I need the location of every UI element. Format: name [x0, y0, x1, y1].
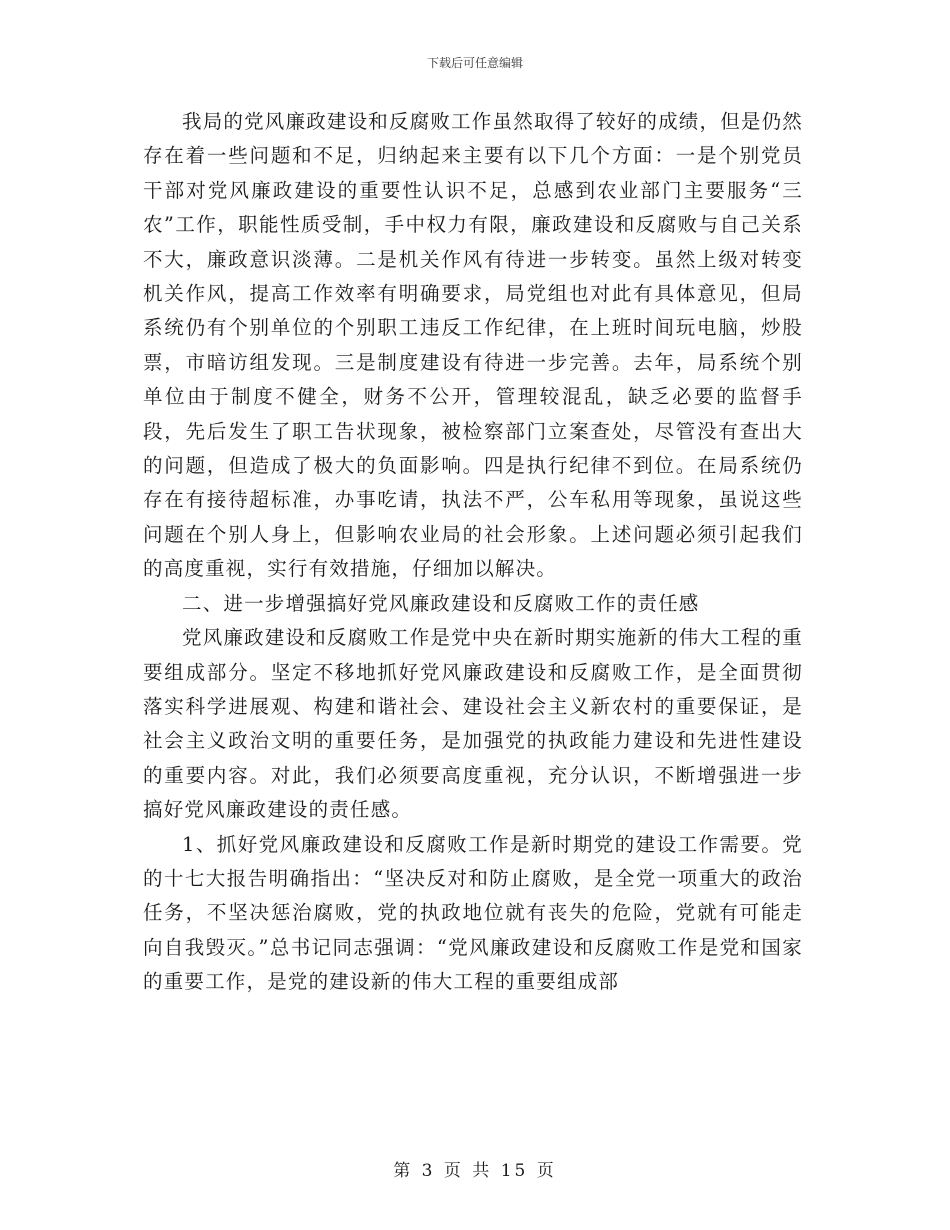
page-header-note: 下载后可任意编辑 [426, 56, 523, 70]
section-heading-responsibility: 二、进一步增强搞好党风廉政建设和反腐败工作的责任感 [182, 591, 700, 615]
document-body [143, 105, 803, 1000]
paragraph-importance: 党风廉政建设和反腐败工作是党中央在新时期实施新的伟大工程的重要组成部分。坚定不移地抓好党风廉政建设和反腐败工作，是全面贯彻落实科学进展观、构建和谐社会、建设社会主义新农村的重要保证，是社会主义政治文明的重要任务，是加强党的执政能力建设和先进性建设的重要内容。对此，我们必须要高度重视，充分认识，不断增强进一步搞好党风廉政建设的责任感。 [143, 626, 804, 822]
paragraph-problems: 我局的党风廉政建设和反腐败工作虽然取得了较好的成绩，但是仍然存在着一些问题和不足，归纳起来主要有以下几个方面：一是个别党员干部对党风廉政建设的重要性认识不足，总感到农业部门主要服务“三农”工作，职能性质受制，手中权力有限，廉政建设和反腐败与自己关系不大，廉政意识淡薄。二是机关作风有待进一步转变。虽然上级对转变机关作风，提高工作效率有明确要求，局党组也对此有具体意见，但局系统仍有个别单位的个别职工违反工作纪律，在上班时间玩电脑，炒股票，市暗访组发现。三是制度建设有待进一步完善。去年，局系统个别单位由于制度不健全，财务不公开，管理较混乱，缺乏必要的监督手段，先后发生了职工告状现象，被检察部门立案查处，尽管没有查出大的问题，但造成了极大的负面影响。四是执行纪律不到位。在局系统仍存在有接待超标准，办事吃请，执法不严，公车私用等现象，虽说这些问题在个别人身上，但影响农业局的社会形象。上述问题必须引起我们的高度重视，实行有效措施，仔细加以解决。 [143, 110, 804, 581]
page-number-footer: 第 3 页 共 15 页 [393, 1161, 557, 1181]
paragraph-point-one: 1、抓好党风廉政建设和反腐败工作是新时期党的建设工作需要。党的十七大报告明确指出：“坚决反对和防止腐败，是全党一项重大的政治任务，不坚决惩治腐败，党的执政地位就有丧失的危险，党就有可能走向自我毁灭。”总书记同志强调：“党风廉政建设和反腐败工作是党和国家的重要工作，是党的建设新的伟大工程的重要组成部 [143, 832, 803, 994]
